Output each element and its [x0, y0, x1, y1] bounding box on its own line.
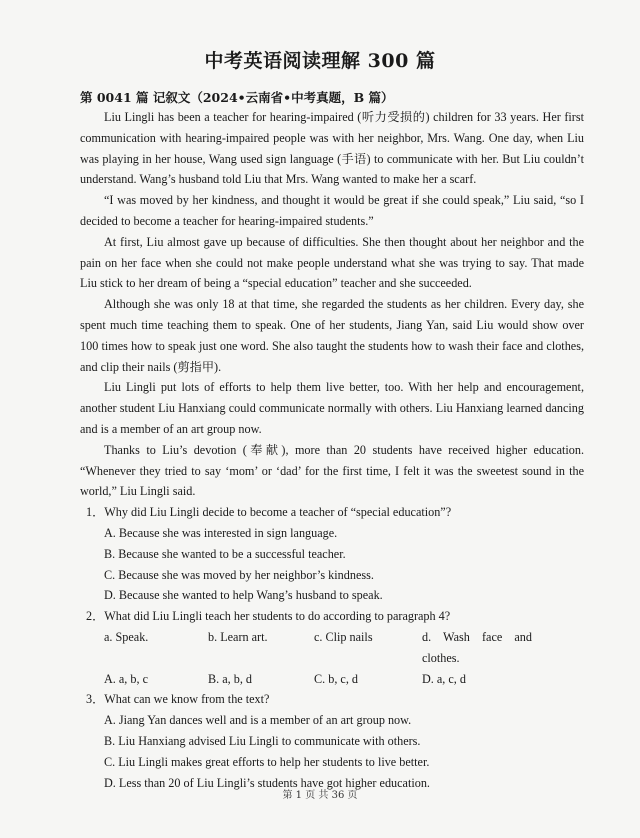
paragraph: Liu Lingli has been a teacher for hearing-impaired (听力受损的) children for 33 years. Her first communication with hearing-impaired people was with her neighbor, Mrs. Wang. One day, when Liu was playing in her house, Wang used sign language (手语) to communicate with her. But Liu couldn’t understand. Wang’s husband told Liu that Mrs. Wang wanted to make her a scarf. [80, 110, 584, 187]
article-body [80, 107, 584, 793]
question-2-option-d: D. a, c, d [422, 671, 466, 686]
paragraph: Thanks to Liu’s devotion (奉献), more than 20 students have received higher education. “Whenever they tried to say ‘mom’ or ‘dad’ for the first time, I felt it was the sweetest sound in the world,” Liu Lingli said. [80, 442, 584, 499]
question-3-option-b: B. Liu Hanxiang advised Liu Lingli to communicate with others. [104, 733, 421, 748]
question-3-option-a: A. Jiang Yan dances well and is a member of an art group now. [104, 713, 412, 728]
question-1-option-b: B. Because she wanted to be a successful teacher. [104, 546, 346, 561]
questions-section [80, 502, 584, 793]
page-number: 第 1 页 共 36 页 [282, 790, 358, 801]
question-2-item-b: b. Learn art. [208, 629, 268, 644]
question-2-item-c: c. Clip nails [314, 629, 373, 644]
question-3-stem: 3．What can we know from the text? [86, 692, 270, 707]
question-2-option-a: A. a, b, c [104, 671, 148, 686]
question-3-option-d: D. Less than 20 of Liu Lingli’s students have got higher education. [104, 775, 430, 790]
question-1-option-a: A. Because she was interested in sign language. [104, 525, 338, 540]
question-2-option-b: B. a, b, d [208, 671, 253, 686]
question-3-option-c: C. Liu Lingli makes great efforts to help her students to live better. [104, 754, 430, 769]
question-1-stem: 1．Why did Liu Lingli decide to become a teacher of “special education”? [86, 505, 452, 520]
paragraph: Liu Lingli put lots of efforts to help them live better, too. With her help and encouragement, another student Liu Hanxiang could communicate normally with others. Liu Hanxiang learned dancing and is a member of an art group now. [80, 380, 584, 436]
question-1-option-c: C. Because she was moved by her neighbor’s kindness. [104, 567, 374, 582]
question-2-options [80, 669, 584, 690]
question-2-item-d: d. Wash face and clothes. [422, 629, 532, 665]
question-2-item-a: a. Speak. [104, 629, 149, 644]
question-2-items [80, 627, 584, 669]
question-1-option-d: D. Because she wanted to help Wang’s husband to speak. [104, 588, 383, 603]
question-2-stem: 2．What did Liu Lingli teach her students to do according to paragraph 4? [86, 609, 451, 624]
question-2-option-c: C. b, c, d [314, 671, 359, 686]
article-subtitle: 第 0041 篇 记叙文（2024•云南省•中考真题，B 篇） [80, 90, 394, 105]
paragraph: At first, Liu almost gave up because of difficulties. She then thought about her neighbor and the pain on her face when she could not make people understand what she was trying to say. That made Liu stick to her dream of being a “special education” teacher and she succeeded. [80, 234, 584, 291]
paragraph: “I was moved by her kindness, and thought it would be great if she could speak,” Liu said, “so I decided to become a teacher for hearing-impaired students.” [80, 193, 584, 228]
page-title: 中考英语阅读理解 300 篇 [204, 50, 436, 72]
paragraph: Although she was only 18 at that time, she regarded the students as her children. Every day, she spent much time teaching them to speak. One of her students, Jiang Yan, said Liu would show over 100 times how to speak just one word. She also taught the students how to wash their face and clothes, and clip their nails (剪指甲). [80, 297, 584, 374]
